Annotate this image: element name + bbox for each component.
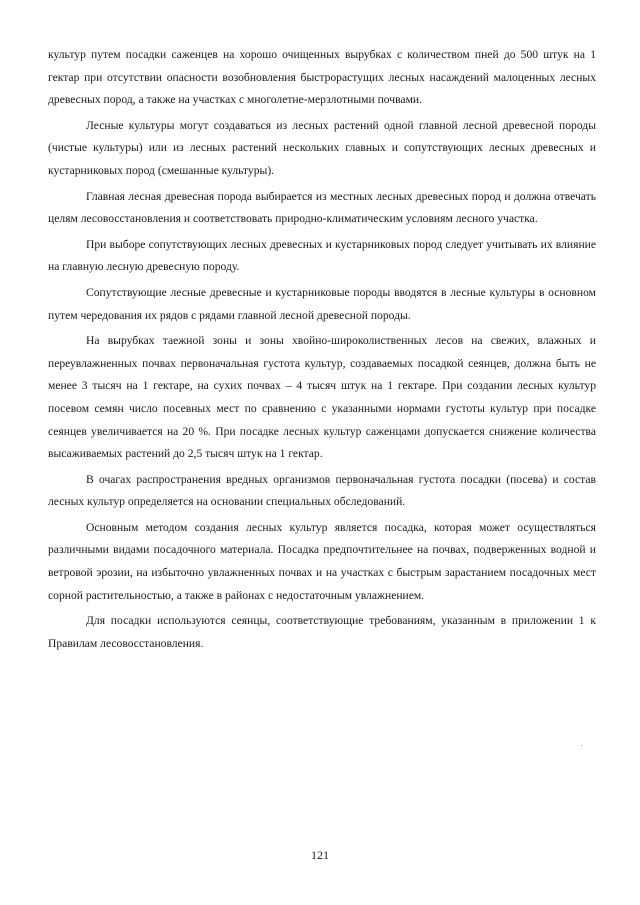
paragraph-initial-density: На вырубках таежной зоны и зоны хвойно-широколиственных лесов на свежих, влажных и переувлажненных почвах первоначальная густота культур, создаваемых посадкой сеянцев, должна быть не менее 3 тысяч на 1 гектаре, на сухих почвах – 4 тысяч штук на 1 гектаре. При создании лесных культур посевом семян число посевных мест по сравнению с указанными нормами густоты культур при посадке сеянцев увеличивается на 20 %. При посадке лесных культур саженцами допускается снижение количества высаживаемых растений до 2,5 тысяч штук на 1 гектар. xyxy=(48,334,596,461)
paragraph-pest-outbreaks: В очагах распространения вредных организмов первоначальная густота посадки (посева) и состав лесных культур определяется на основании специальных обследований. xyxy=(48,472,596,509)
scan-speck xyxy=(581,745,582,746)
paragraph-main-species: Главная лесная древесная порода выбирается из местных лесных древесных пород и должна отвечать целям лесовосстановления и соответствовать природно-климатическим условиям лесного участка. xyxy=(48,189,596,226)
paragraph-continuation: культур путем посадки саженцев на хорошо очищенных вырубках с количеством пней до 500 штук на 1 гектар при отсутствии опасности возобновления быстрорастущих лесных насаждений малоценных лесных древесных пород, а также на участках с многолетне-мерзлотными почвами. xyxy=(48,48,596,107)
paragraph-seedlings: Для посадки используются сеянцы, соответствующие требованиям, указанным в приложении 1 к Правилам лесовосстановления. xyxy=(48,614,596,650)
paragraph-forest-cultures-types: Лесные культуры могут создаваться из лесных растений одной главной лесной древесной породы (чистые культуры) или из лесных растений нескольких главных и сопутствующих лесных древесных и кустарниковых пород (смешанные культуры). xyxy=(48,118,596,177)
paragraph-accompanying-introduction: Сопутствующие лесные древесные и кустарниковые породы вводятся в лесные культуры в основном путем чередования их рядов с рядами главной лесной древесной породы. xyxy=(48,285,596,322)
body-text xyxy=(48,44,596,658)
paragraph-planting-method: Основным методом создания лесных культур является посадка, которая может осуществляться различными видами посадочного материала. Посадка предпочтительнее на почвах, подверженных водной и ветровой эрозии, на избыточно увлажненных почвах и на участках с быстрым зарастанием посадочных мест сорной растительностью, а также в районах с недостаточным увлажнением. xyxy=(48,520,596,602)
page-number: 121 xyxy=(311,848,329,862)
paragraph-accompanying-selection: При выборе сопутствующих лесных древесных и кустарниковых пород следует учитывать их влияние на главную лесную древесную породу. xyxy=(48,237,596,274)
